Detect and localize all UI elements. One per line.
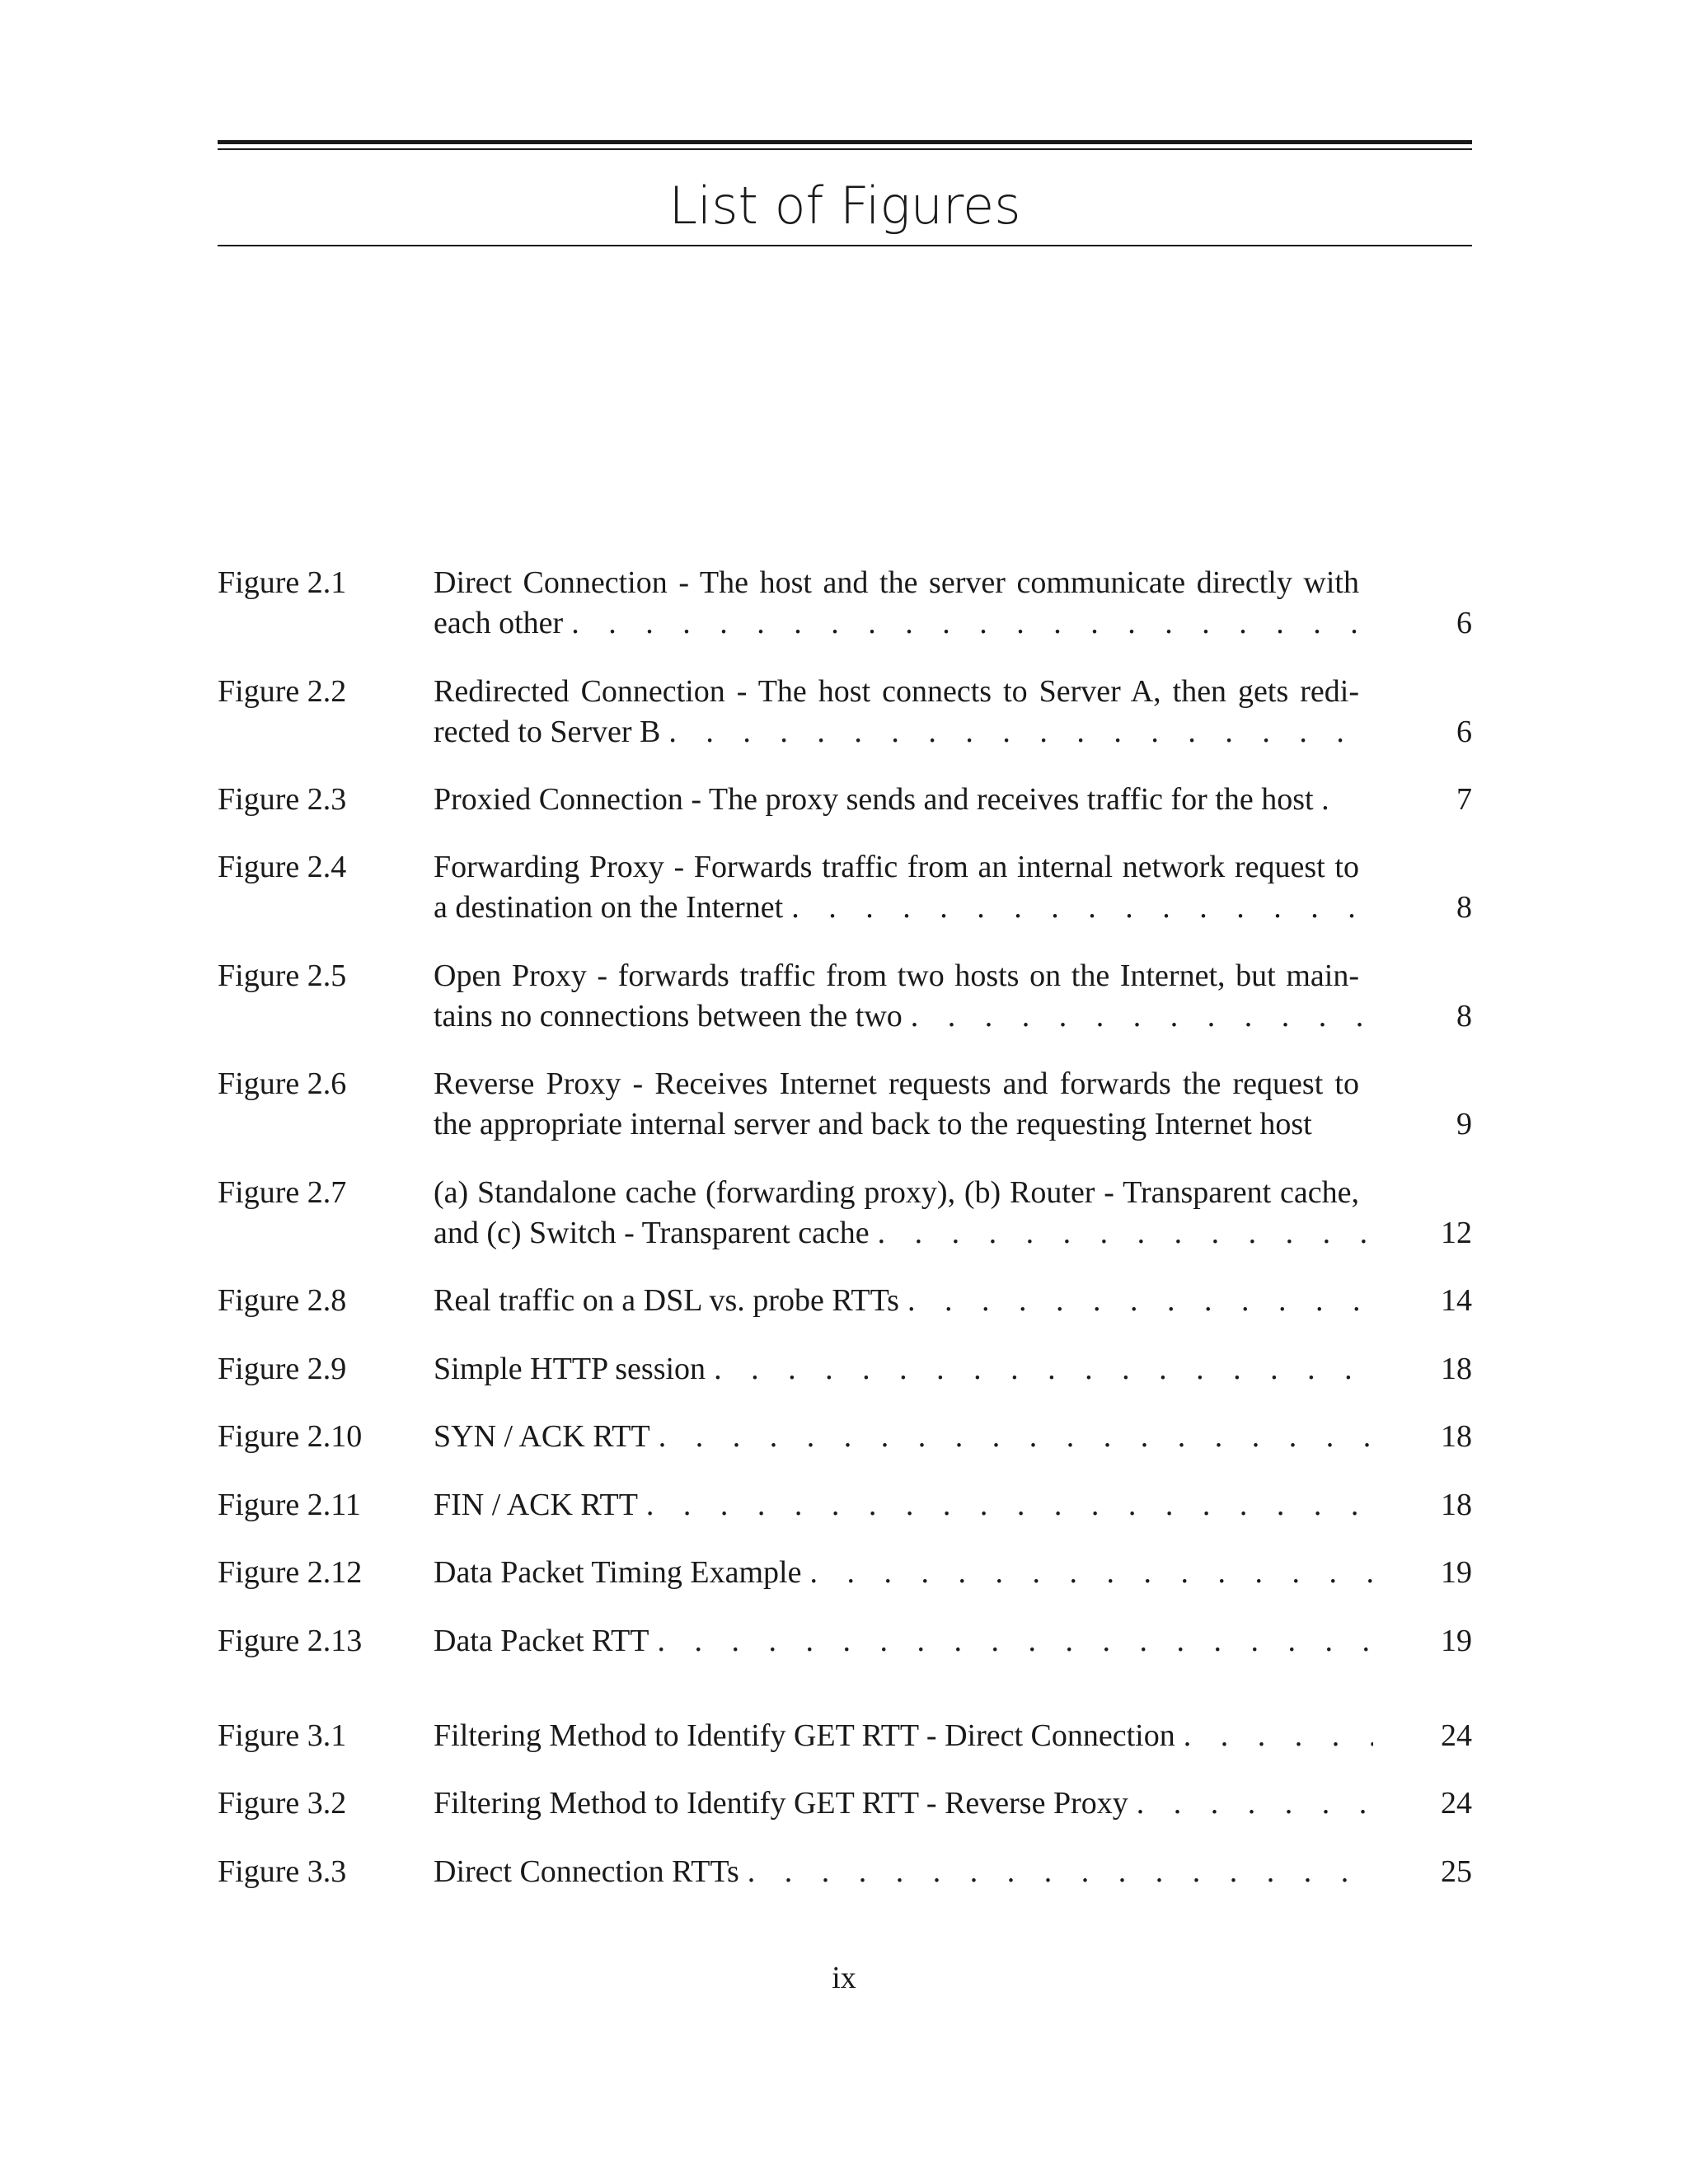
figure-caption-line: each other — [434, 606, 564, 640]
figure-label: Figure 2.4 — [218, 850, 347, 884]
figure-page-number: 9 — [1456, 1107, 1472, 1141]
figure-label: Figure 2.10 — [218, 1419, 363, 1454]
figure-caption — [434, 1281, 1472, 1321]
dot-leader — [783, 888, 1373, 928]
figure-caption-line: SYN / ACK RTT — [434, 1419, 650, 1454]
figure-caption-line: the appropriate internal server and back to the requesting Internet host — [434, 1107, 1312, 1141]
figure-caption-line: Proxied Connection - The proxy sends and receives traffic for the host . — [434, 782, 1329, 817]
figure-caption-line: Real traffic on a DSL vs. probe RTTs — [434, 1283, 899, 1318]
title-underline-rule — [218, 245, 1472, 246]
figure-caption — [434, 1064, 1472, 1145]
figure-page-number: 19 — [1441, 1624, 1472, 1658]
dot-leader — [801, 1553, 1373, 1593]
figure-caption-line: Direct Connection - The host and the server communicate directly with — [434, 565, 1359, 600]
figure-caption-line: Filtering Method to Identify GET RTT - Direct Connection — [434, 1718, 1175, 1753]
dot-leader — [638, 1485, 1373, 1526]
figure-page-number: 18 — [1441, 1488, 1472, 1522]
figure-label: Figure 3.3 — [218, 1854, 347, 1889]
figure-page-number: 6 — [1456, 715, 1472, 749]
dot-leader — [739, 1852, 1373, 1892]
figure-page-number: 24 — [1441, 1718, 1472, 1753]
figure-caption-line: Direct Connection RTTs — [434, 1854, 739, 1889]
figure-label: Figure 2.5 — [218, 958, 347, 993]
figure-caption — [434, 1783, 1472, 1824]
dot-leader — [899, 1281, 1373, 1321]
dot-leader — [870, 1213, 1373, 1254]
figure-label: Figure 2.13 — [218, 1624, 363, 1658]
figure-caption — [434, 1716, 1472, 1756]
figure-caption-line: (a) Standalone cache (forwarding proxy), (b) Router - Transparent cache, — [434, 1175, 1359, 1210]
header-rule-thick — [218, 140, 1472, 144]
figure-caption-line: Open Proxy - forwards traffic from two hosts on the Internet, but main- — [434, 958, 1359, 993]
figure-caption-line: Redirected Connection - The host connects to Server A, then gets redi- — [434, 674, 1359, 709]
figure-page-number: 25 — [1441, 1854, 1472, 1889]
dot-leader — [650, 1417, 1373, 1457]
figure-page-number: 24 — [1441, 1786, 1472, 1821]
figure-caption-line: Data Packet Timing Example — [434, 1555, 802, 1590]
figure-label: Figure 2.8 — [218, 1283, 347, 1318]
figure-page-number: 19 — [1441, 1555, 1472, 1590]
figure-page-number: 7 — [1456, 782, 1472, 817]
figure-caption — [434, 563, 1472, 644]
figure-caption-line: Forwarding Proxy - Forwards traffic from an internal network request to — [434, 850, 1359, 884]
dot-leader — [903, 996, 1373, 1037]
figure-caption — [434, 1417, 1472, 1457]
figure-caption-line: FIN / ACK RTT — [434, 1488, 638, 1522]
dot-leader — [563, 603, 1373, 644]
figure-label: Figure 2.1 — [218, 565, 347, 600]
figure-label: Figure 2.3 — [218, 782, 347, 817]
dot-leader — [1175, 1716, 1373, 1756]
figure-page-number: 8 — [1456, 890, 1472, 925]
dot-leader — [706, 1349, 1373, 1390]
figure-caption — [434, 1621, 1472, 1661]
figure-label: Figure 2.12 — [218, 1555, 363, 1590]
figure-caption-line: and (c) Switch - Transparent cache — [434, 1216, 870, 1250]
figure-caption-line: Simple HTTP session — [434, 1352, 706, 1386]
figure-page-number: 18 — [1441, 1419, 1472, 1454]
figure-label: Figure 2.9 — [218, 1352, 347, 1386]
figure-caption — [434, 672, 1472, 752]
dot-leader — [1128, 1783, 1373, 1824]
figure-page-number: 12 — [1441, 1216, 1472, 1250]
figure-caption-line: Reverse Proxy - Receives Internet requests and forwards the request to — [434, 1066, 1359, 1101]
figure-caption — [434, 1553, 1472, 1593]
figure-page-number: 6 — [1456, 606, 1472, 640]
dot-leader — [649, 1621, 1373, 1661]
figure-label: Figure 2.2 — [218, 674, 347, 709]
figure-caption — [434, 1349, 1472, 1390]
figure-caption-line: a destination on the Internet — [434, 890, 784, 925]
figure-label: Figure 2.11 — [218, 1488, 361, 1522]
dot-leader — [660, 712, 1373, 752]
figure-caption — [434, 1173, 1472, 1254]
figure-caption — [434, 956, 1472, 1037]
figure-page-number: 8 — [1456, 999, 1472, 1033]
figure-label: Figure 3.2 — [218, 1786, 347, 1821]
figure-caption — [434, 1485, 1472, 1526]
figure-caption — [434, 847, 1472, 928]
page-number: ix — [832, 1961, 856, 1995]
page-title: List of Figures — [668, 176, 1021, 236]
figure-label: Figure 2.7 — [218, 1175, 347, 1210]
figure-caption-line: Filtering Method to Identify GET RTT - Reverse Proxy — [434, 1786, 1128, 1821]
figure-caption-line: tains no connections between the two — [434, 999, 903, 1033]
figure-page-number: 18 — [1441, 1352, 1472, 1386]
figure-caption-line: Data Packet RTT — [434, 1624, 649, 1658]
figure-caption — [434, 1852, 1472, 1892]
figure-label: Figure 2.6 — [218, 1066, 347, 1101]
figure-caption-line: rected to Server B — [434, 715, 661, 749]
header-rule-thin — [218, 148, 1472, 150]
figure-caption — [434, 780, 1472, 820]
figure-page-number: 14 — [1441, 1283, 1472, 1318]
figure-label: Figure 3.1 — [218, 1718, 347, 1753]
